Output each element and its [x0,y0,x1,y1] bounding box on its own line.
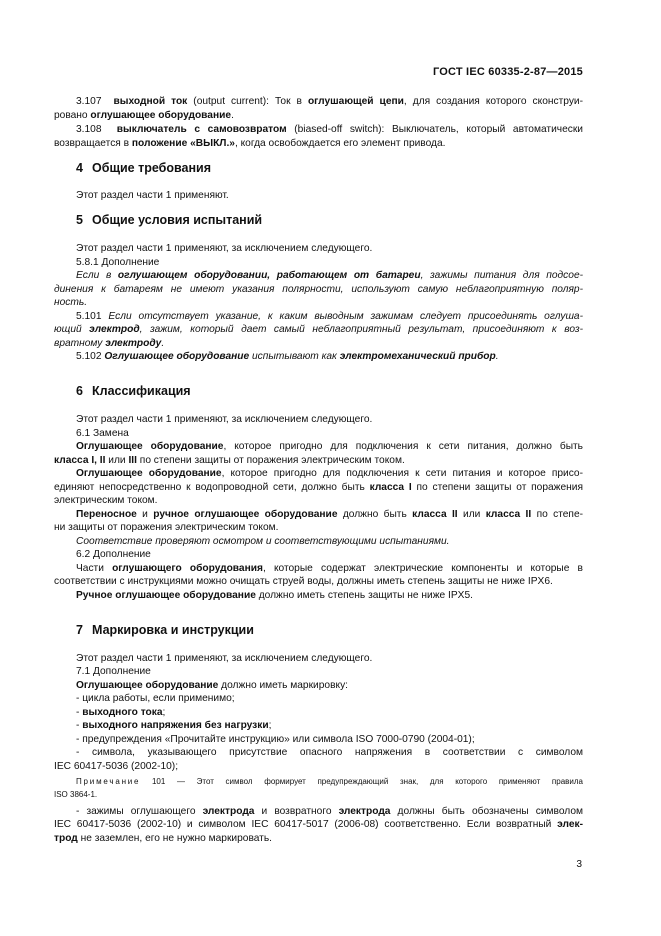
section-7-heading [76,624,583,637]
term-ref: класса II [412,509,458,520]
italic-text: испытывают как [249,351,340,362]
definition-text: . [231,110,234,121]
term-ref: оглушающее оборудование [90,110,232,121]
section-5-heading [76,214,583,227]
body-text: должно быть [337,509,413,520]
section-number: 4 [76,161,83,175]
list-dash: - [76,707,83,718]
clause-number: 3.107 [76,96,102,107]
s5-para-b-line3 [54,337,583,350]
section-6-heading [76,385,583,398]
body-text: или [457,509,486,520]
term-ref: оглушающего оборудования [112,563,263,574]
section-title: Маркировка и инструкции [92,623,254,637]
body-text: , которые содержат электрические компоненты и которые в [262,563,583,574]
term-ref: класса II [485,509,532,520]
s6-para-c-line2: ни защиты от поражения электрическим током. [54,522,279,533]
s5-para-a-line3 [54,296,583,309]
s6-para-b-line3: электрическим током. [54,495,158,506]
definition-text: , когда освобождается его элемент привода. [234,138,446,149]
body-text: должно иметь маркировку: [218,680,348,691]
s7-para-a [76,679,583,692]
s5-para-b-line2 [54,323,583,336]
s6-para-a-line2 [54,454,583,467]
subclause-71: 7.1 Дополнение [76,666,151,677]
body-text: , которое пригодно для подключения к сети питания и которое присо- [221,468,583,479]
clause-number: 5.101 [76,311,109,322]
s6-compliance [76,535,583,548]
body-text: IEC 60417-5036 (2002-10) и символом IEC 60417-5017 (2006-08) соответственно. Если возвратный [54,819,558,830]
term-ref: Оглушающее оборудование [76,468,222,479]
term-ref: положение «ВЫКЛ.» [131,138,235,149]
note-text: 101 — Этот символ формирует предупреждающий знак, для которого применяют правила [140,777,583,786]
note-101-line2: ISO 3864-1. [54,790,98,799]
s5-para-b-line1 [76,310,583,323]
italic-text: ющий [54,324,90,335]
body-text: не заземлен, его не нужно маркировать. [77,833,272,844]
note-101-line1 [76,775,583,788]
defined-term: выключатель с самовозвратом [116,124,287,135]
italic-text: . [161,338,165,349]
term-ref: Переносное [76,509,137,520]
definition-text: возвращается в [54,138,132,149]
section-title: Классификация [92,384,191,398]
s6-para-e-line1 [76,562,583,575]
italic-text: динения к батареям не имеют указания полярности, используют самую неблагоприятную поляр- [54,284,583,295]
s6-para-c-line1 [76,508,583,521]
s5-para-a-line2 [54,283,583,296]
list-item-continuation: IEC 60417-5036 (2002-10); [54,761,179,772]
list-item [76,706,583,719]
term-ref: оглушающей цепи [307,96,404,107]
section-title: Общие условия испытаний [92,213,263,227]
section-5-intro: Этот раздел части 1 применяют, за исключением следующего. [76,243,373,254]
italic-text: Если в [76,270,118,281]
document-header: ГОСТ IEC 60335-2-87—2015 [432,66,583,78]
body-text: или [105,455,129,466]
body-text: должны быть обозначены символом [390,806,583,817]
italic-text: , зажимы питания для подсое- [420,270,583,281]
term-ref: оглушающем оборудовании, работающем от батареи [117,270,421,281]
italic-text: ность. [54,297,88,308]
term-ref: электроду [105,338,162,349]
body-text: по степе- [531,509,584,520]
term-ref: электрода [202,806,255,817]
term-ref: элек- [557,819,583,830]
list-item: - цикла работы, если применимо; [76,693,235,704]
s7-list-item-6-line2 [54,818,583,831]
subclause-62: 6.2 Дополнение [76,549,151,560]
body-text: - зажимы оглушающего [76,806,203,817]
italic-text: вратному [54,338,106,349]
section-4-heading [76,162,583,175]
italic-text: . [495,351,499,362]
section-number: 7 [76,623,83,637]
note-label: Примечание [76,777,141,786]
body-text: по степени защиты от поражения [411,482,583,493]
term-ref: ручное оглушающее оборудование [153,509,338,520]
list-item: - предупреждения «Прочитайте инструкцию» или символа ISO 7000-0790 (2004-01); [76,734,475,745]
body-text: и возвратного [254,806,339,817]
body-text: должно иметь степень защиты не ниже IPX5. [255,590,473,601]
italic-text: Если отсутствует указание, к каким выводным зажимам следует присоединять оглуша- [108,311,583,322]
body-text: единяют непосредственно к водопроводной сети, должно быть [54,482,370,493]
body-text: по степени защиты от поражения электрическим током. [136,455,405,466]
term-ref: электрод [89,324,140,335]
section-title: Общие требования [92,161,212,175]
def-3107-line2 [54,109,583,122]
term-ref: класса I [369,482,412,493]
s6-para-a-line1 [76,440,583,453]
definition-text: , для создания которого сконструи- [403,96,583,107]
definition-text: (output current): Ток в [187,96,308,107]
term-ref: выходного тока [82,707,163,718]
term-ref: Оглушающее оборудование [76,680,219,691]
page-number: 3 [576,859,582,870]
s7-list-item-6-line3 [54,832,583,845]
section-4-text: Этот раздел части 1 применяют. [76,190,229,201]
section-number: 5 [76,213,83,227]
s7-list-item-6-line1 [76,805,583,818]
section-7-intro: Этот раздел части 1 применяют, за исключением следующего. [76,653,373,664]
section-number: 6 [76,384,83,398]
s6-para-b-line1 [76,467,583,480]
body-text: , которое пригодно для подключения к сети питания, должно быть [223,441,583,452]
list-item: - символа, указывающего присутствие опасного напряжения в соответствии с символом [76,747,583,758]
definition-text: ровано [54,110,91,121]
subclause-581: 5.8.1 Дополнение [76,257,160,268]
s5-para-a-line1 [76,269,583,282]
term-ref: трод [54,833,78,844]
s5-para-c [76,350,583,363]
def-3108-line2 [54,137,583,150]
term-ref: Оглушающее оборудование [76,441,224,452]
s6-para-b-line2 [54,481,583,494]
term-ref: III [128,455,137,466]
section-6-intro: Этот раздел части 1 применяют, за исключением следующего. [76,414,373,425]
def-3107-line1 [76,95,583,108]
italic-text: Соответствие проверяют осмотром и соответствующими испытаниями. [76,536,450,547]
term-ref: электромеханический прибор [339,351,496,362]
def-3108-line1 [76,123,583,136]
list-item [76,719,583,732]
list-dash: - [76,720,83,731]
body-text: и [136,509,154,520]
term-ref: класса I, II [54,455,106,466]
s6-para-f [76,589,583,602]
definition-text: (biased-off switch): Выключатель, который автоматически [286,124,583,135]
body-text: Части [76,563,113,574]
body-text: ; [162,707,166,718]
s6-para-e-line2: соответствии с инструкциями можно очищать струей воды, должны иметь степень защиты не ниже IPX6. [54,576,553,587]
body-text: ; [268,720,272,731]
term-ref: Ручное оглушающее оборудование [76,590,256,601]
clause-number: 3.108 [76,124,102,135]
clause-number: 5.102 [76,351,105,362]
term-ref: электрода [338,806,391,817]
italic-text: , зажим, который дает самый неблагоприятный результат, присоединяют к воз- [139,324,583,335]
defined-term: выходной ток [113,96,188,107]
subclause-61: 6.1 Замена [76,428,129,439]
term-ref: Оглушающее оборудование [104,351,250,362]
term-ref: выходного напряжения без нагрузки [82,720,269,731]
